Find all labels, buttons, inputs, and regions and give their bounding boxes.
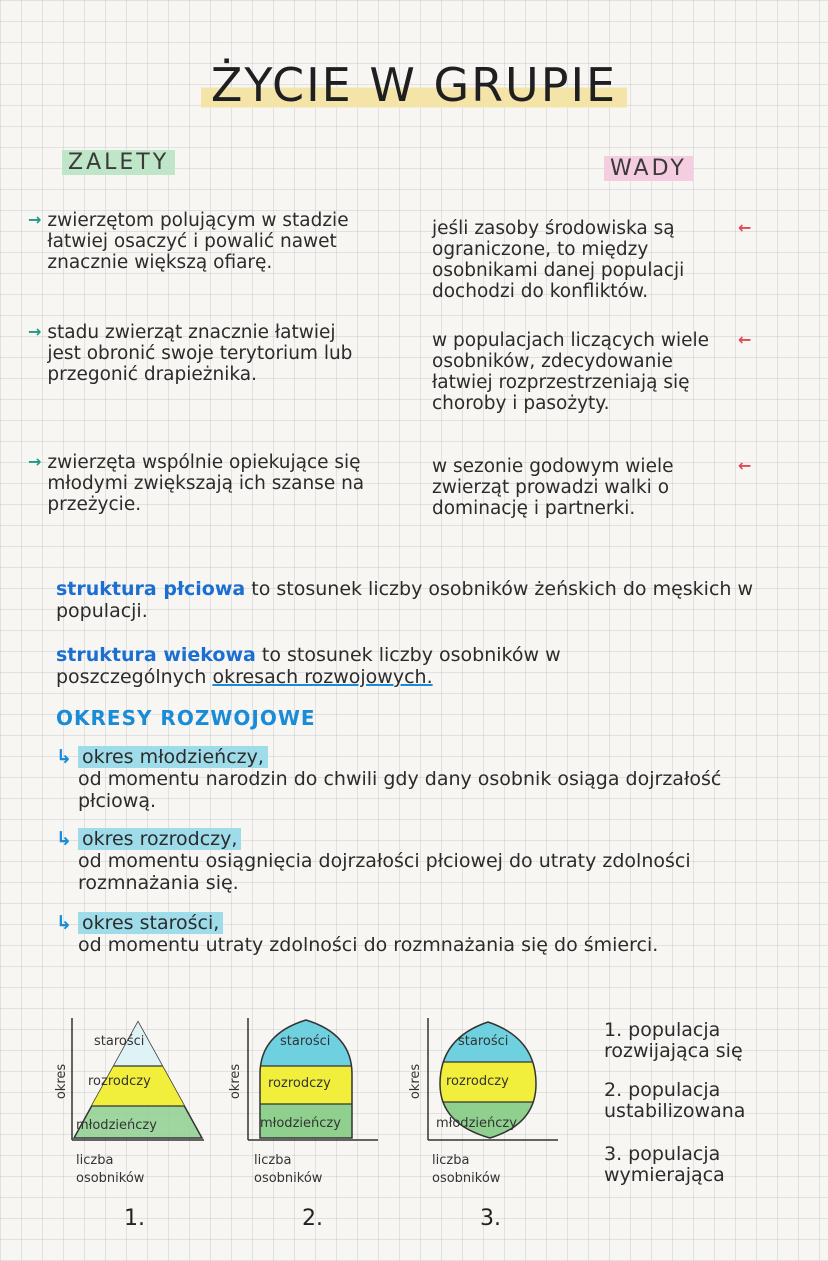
diagram-number-1: 1. [124,1206,145,1231]
period-item: ↳ okres rozrodczy, od momentu osiągnięcia dojrzałości płciowej do utraty zdolności rozmnażania się. [56,828,691,894]
pyramid-diagram-3: starości rozrodczy młodzieńczy okres [410,1014,560,1154]
arrow-return-icon: ↳ [56,828,72,850]
legend-item: 2. populacja ustabilizowana [604,1079,746,1122]
cons-header: WADY [604,156,693,181]
pros-item: → zwierzęta wspólnie opiekujące się młodymi zwiększają ich szanse na przeżycie. [28,452,365,515]
arrow-return-icon: ↳ [56,912,72,934]
arrow-return-icon: ↳ [56,746,72,768]
pros-item: → zwierzętom polującym w stadzie łatwiej osaczyć i powalić nawet znacznie większą ofiarę. [28,210,349,273]
arrow-right-icon: → [28,452,42,471]
arrow-right-icon: → [28,210,42,229]
pros-item: → stadu zwierząt znacznie łatwiej jest obronić swoje terytorium lub przegonić drapieżnika. [28,322,353,385]
page-title: ŻYCIE W GRUPIE [0,58,828,112]
diagram-number-3: 3. [480,1206,501,1231]
legend-item: 3. populacja wymierająca [604,1143,725,1186]
diagram-number-2: 2. [302,1206,323,1231]
period-item: ↳ okres młodzieńczy, od momentu narodzin do chwili gdy dany osobnik osiąga dojrzałość płciową. [56,746,722,812]
arrow-left-icon: ← [738,218,752,237]
sex-structure-definition: struktura płciowa to stosunek liczby osobników żeńskich do męskich w populacji. [56,578,754,622]
cons-item: w sezonie godowym wiele zwierząt prowadzi walki o dominację i partnerki. ← [432,456,752,519]
cons-item: w populacjach liczących wiele osobników, zdecydowanie łatwiej rozprzestrzeniają się choroby i pasożyty. ← [432,330,752,414]
x-axis-label-2: liczba osobników [254,1153,323,1186]
period-item: ↳ okres starości, od momentu utraty zdolności do rozmnażania się do śmierci. [56,912,659,956]
pros-header: ZALETY [62,150,175,175]
arrow-left-icon: ← [738,456,752,475]
cons-item: jeśli zasoby środowiska są ograniczone, to między osobnikami danej populacji dochodzi do konfliktów. ← [432,218,752,302]
x-axis-label-3: liczba osobników [432,1153,501,1186]
x-axis-label-1: liczba osobników [76,1153,145,1186]
arrow-right-icon: → [28,322,42,341]
age-structure-definition: struktura wiekowa to stosunek liczby osobników w poszczególnych okresach rozwojowych. [56,644,561,688]
pyramid-diagram-2: starości rozrodczy młodzieńczy okres [230,1014,380,1154]
arrow-left-icon: ← [738,330,752,349]
pyramid-diagram-1: starości rozrodczy młodzieńczy okres [56,1014,206,1174]
periods-heading: OKRESY ROZWOJOWE [56,706,316,730]
legend-item: 1. populacja rozwijająca się [604,1019,743,1062]
